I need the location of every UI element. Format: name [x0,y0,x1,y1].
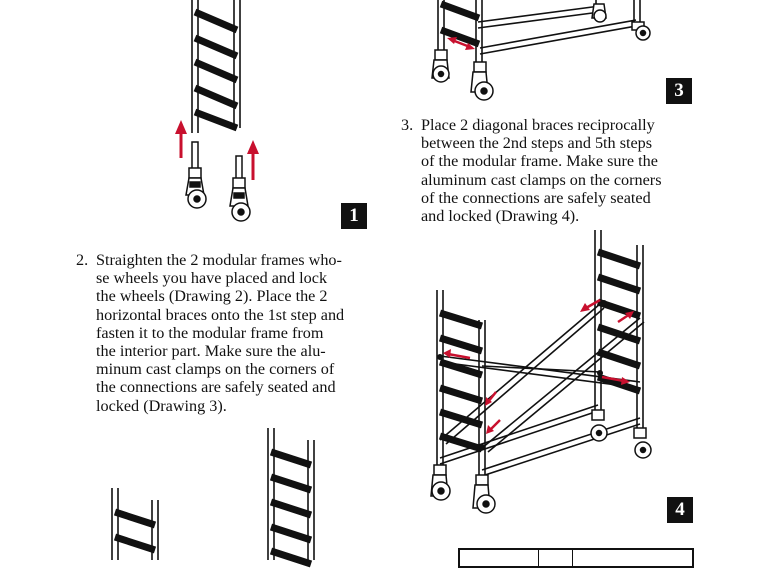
step-2-line: Straighten the 2 modular frames who- [96,251,342,269]
step-2-line: se wheels you have placed and lock [96,269,328,288]
step-3-line: aluminum cast clamps on the corners [421,170,662,189]
drawing-4-label: 4 [667,497,693,523]
step-2-line: fasten it to the modular frame from [96,323,324,342]
drawing-1-label: 1 [341,203,367,229]
step-3-line: and locked (Drawing 4). [421,207,580,226]
step-3-number: 3. [401,116,414,134]
parts-table-edge [458,548,694,568]
step-3-line: of the modular frame. Make sure the [421,152,658,171]
step-3-line: between the 2nd steps and 5th steps [421,134,653,153]
step-2-line: the connections are safely seated and [96,378,336,397]
step-3-line: of the connections are safely seated [421,188,651,207]
step-2-line: locked (Drawing 3). [96,396,227,415]
step-2-line: the wheels (Drawing 2). Place the 2 [96,287,328,306]
step-2-line: minum cast clamps on the corners of [96,360,335,379]
step-3-line: Place 2 diagonal braces reciprocally [421,116,655,134]
step-2-line: the interior part. Make sure the alu- [96,342,326,361]
step-2-number: 2. [76,251,89,269]
step-2-line: horizontal braces onto the 1st step and [96,305,345,324]
drawing-3-label: 3 [666,78,692,104]
